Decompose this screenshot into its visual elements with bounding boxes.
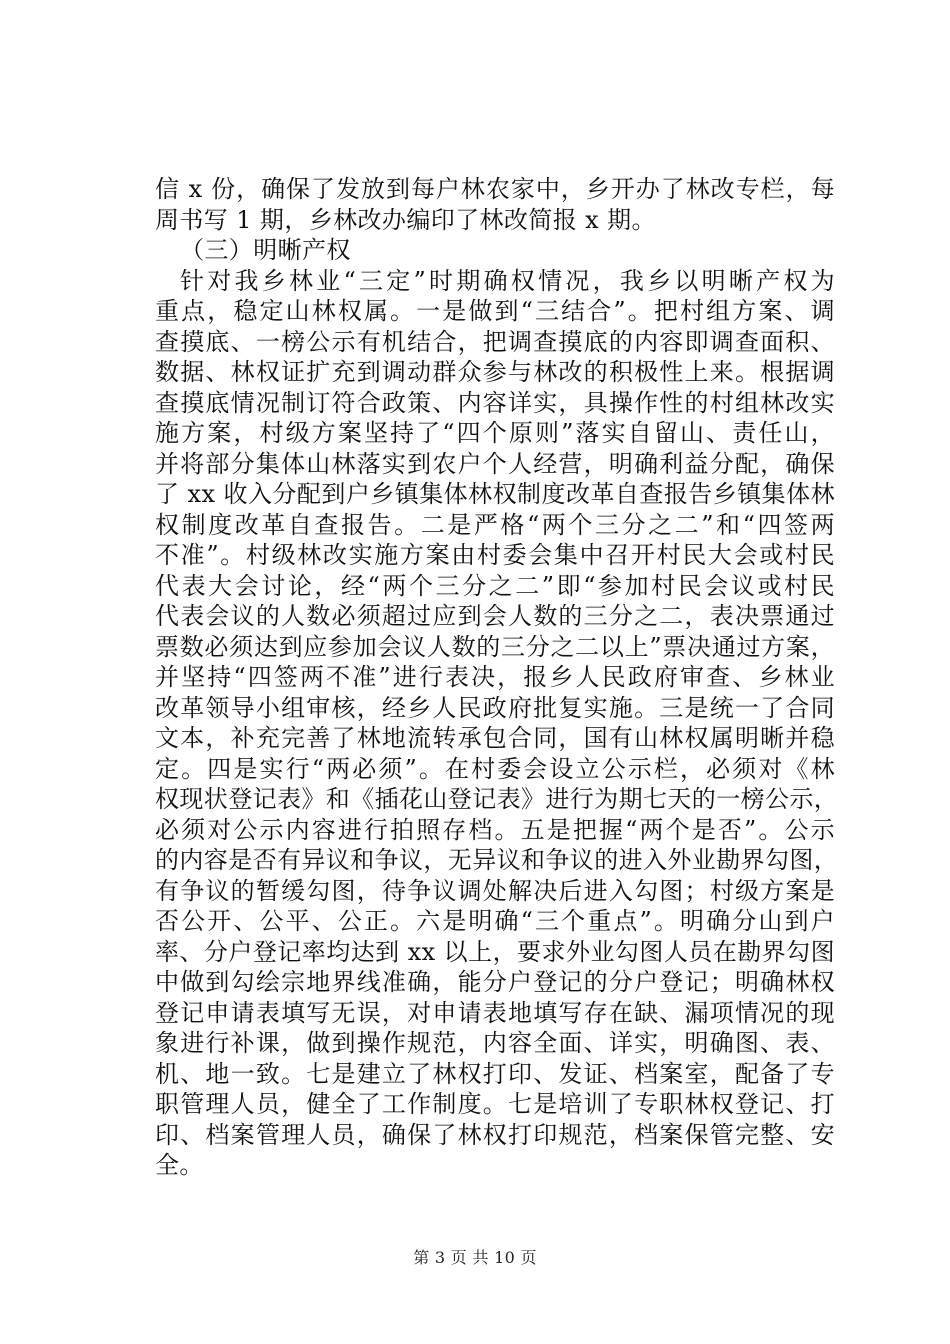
body-line: 文本，补充完善了林地流转承包合同，国有山林权属明晰并稳	[155, 724, 835, 752]
body-line: 率、分户登记率均达到 xx 以上，要求外业勾图人员在勘界勾图	[155, 937, 835, 966]
body-line: 周书写 1 期，乡林改办编印了林改简报 x 期。	[155, 205, 656, 234]
body-line: 有争议的暂缓勾图，待争议调处解决后进入勾图；村级方案是	[155, 876, 835, 905]
body-line: 改革领导小组审核，经乡人民政府批复实施。三是统一了合同	[155, 693, 835, 722]
body-line: 重点，稳定山林权属。一是做到“三结合”。把村组方案、调	[155, 297, 835, 325]
body-line: 的内容是否有异议和争议，无异议和争议的进入外业勘界勾图，	[155, 846, 839, 874]
body-line: 权制度改革自查报告。二是严格“两个三分之二”和“四签两	[155, 510, 835, 539]
section-heading: （三）明晰产权	[180, 236, 351, 264]
body-line: 代表会议的人数必须超过应到会人数的三分之二，表决票通过	[155, 602, 835, 630]
body-line: 票数必须达到应参加会议人数的三分之二以上”票决通过方案，	[155, 632, 835, 661]
body-line: 信 x 份，确保了发放到每户林农家中，乡开办了林改专栏，每	[155, 175, 835, 203]
body-line: 并坚持“四签两不准”进行表决，报乡人民政府审查、乡林业	[155, 663, 835, 691]
body-line: 印、档案管理人员，确保了林权打印规范，档案保管完整、安	[155, 1120, 835, 1149]
body-line: 查摸底情况制订符合政策、内容详实，具操作性的村组林改实	[155, 388, 835, 417]
body-line: 必须对公示内容进行拍照存档。五是把握“两个是否”。公示	[155, 815, 835, 844]
body-line: 象进行补课，做到操作规范，内容全面、详实，明确图、表、	[155, 1029, 835, 1057]
body-line: 数据、林权证扩充到调动群众参与林改的积极性上来。根据调	[155, 358, 835, 386]
body-line: 机、地一致。七是建立了林权打印、发证、档案室，配备了专	[155, 1059, 835, 1088]
body-line: 不准”。村级林改实施方案由村委会集中召开村民大会或村民	[155, 541, 835, 569]
body-line: 登记申请表填写无误，对申请表地填写存在缺、漏项情况的现	[155, 998, 835, 1027]
body-line: 了 xx 收入分配到户乡镇集体林权制度改革自查报告乡镇集体林	[155, 480, 835, 508]
body-line: 全。	[155, 1151, 204, 1179]
body-line: 施方案，村级方案坚持了“四个原则”落实自留山、责任山，	[155, 419, 835, 447]
body-line: 中做到勾绘宗地界线准确，能分户登记的分户登记；明确林权	[155, 968, 835, 996]
document-body	[155, 174, 839, 1181]
body-line: 并将部分集体山林落实到农户个人经营，明确利益分配，确保	[155, 449, 835, 478]
body-line: 针对我乡林业“三定”时期确权情况，我乡以明晰产权为	[180, 266, 835, 295]
body-line: 权现状登记表》和《插花山登记表》进行为期七天的一榜公示，	[155, 785, 839, 813]
body-line: 否公开、公平、公正。六是明确“三个重点”。明确分山到户	[155, 907, 835, 935]
body-line: 查摸底、一榜公示有机结合，把调查摸底的内容即调查面积、	[155, 327, 835, 356]
body-line: 定。四是实行“两必须”。在村委会设立公示栏，必须对《林	[155, 754, 835, 783]
body-line: 职管理人员，健全了工作制度。七是培训了专职林权登记、打	[155, 1090, 835, 1118]
body-line: 代表大会讨论，经“两个三分之二”即“参加村民会议或村民	[155, 571, 835, 600]
page-footer: 第 3 页 共 10 页	[413, 1248, 537, 1267]
